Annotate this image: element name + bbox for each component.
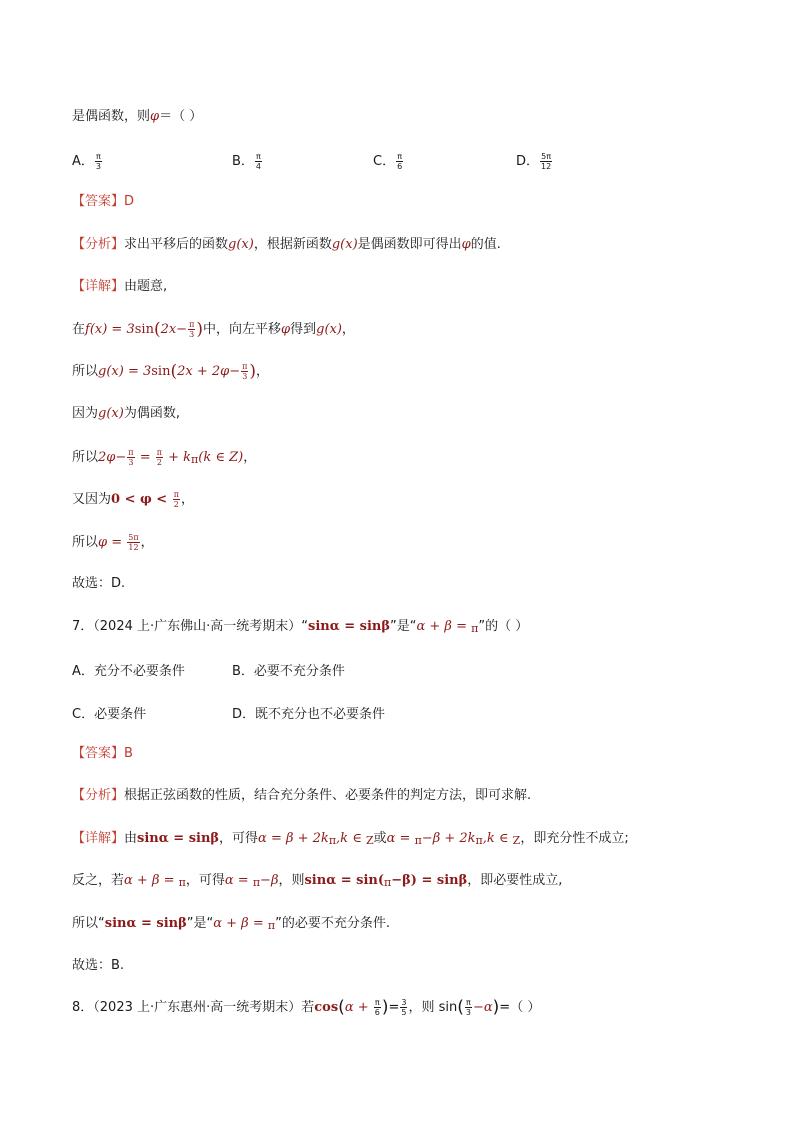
fraction: $\frac{\pi}{3}$ [128,448,134,467]
fraction: $\frac{5\pi}{12}$ [541,152,552,171]
q6-analysis: 【分析】求出平移后的函数g(x)，根据新函数g(x)是偶函数即可得出φ的值. [72,237,501,252]
q7-detail-line-1: 【详解】由sinα = sinβ，可得α = β + 2kπ,k ∈ Z或α = π−β + 2kπ,k ∈ Z，即充分性不成立; [72,831,629,847]
fraction: $\frac{\pi}{2}$ [173,490,179,509]
q7-option-d[interactable]: D．既不充分也不必要条件 [232,707,386,722]
q6-detail-line-2: 所以g(x) = 3sin(2x + 2φ− $\frac{\pi}{3}$ )， [72,361,270,382]
q7-option-c[interactable]: C．必要条件 [72,707,147,722]
q6-detail-line-4: 所以2φ− $\frac{\pi}{3}$ = $\frac{\pi}{2}$ + kπ(k ∈ Z)， [72,448,257,467]
q6-answer: 【答案】D [72,194,135,209]
fraction: $\frac{\pi}{4}$ [255,152,262,171]
fraction: $\frac{\pi}{6}$ [397,152,403,171]
fraction: $\frac{\pi}{3}$ [242,362,248,381]
fraction: $\frac{\pi}{3}$ [95,152,101,171]
q6-option-c[interactable]: C． $\frac{\pi}{6}$ [373,152,403,171]
q7-option-b[interactable]: B．必要不充分条件 [232,664,345,679]
fraction: $\frac{3}{5}$ [401,998,407,1017]
q7-option-a[interactable]: A．充分不必要条件 [72,664,185,679]
fraction: $\frac{5\pi}{12}$ [128,533,139,552]
fraction: $\frac{\pi}{3}$ [189,320,195,339]
q6-detail-line-1: 在f(x) = 3sin(2x− $\frac{\pi}{3}$ )中，向左平移φ得到g(x)， [72,319,355,340]
q6-detail-intro: 【详解】由题意, [72,279,168,294]
q7-detail-line-2: 反之，若α + β = π，可得α = π−β，则sinα = sin(π−β) = sinβ，即必要性成立, [72,873,563,889]
fraction: $\frac{\pi}{3}$ [465,998,471,1017]
q6-option-a[interactable]: A． $\frac{\pi}{3}$ [72,152,101,171]
q6-option-d[interactable]: D． $\frac{5\pi}{12}$ [516,152,552,171]
q6-detail-line-3: 因为g(x)为偶函数, [72,406,180,421]
q6-stem: 是偶函数，则φ＝（ ） [72,109,203,124]
fraction: $\frac{\pi}{2}$ [156,448,162,467]
q6-option-b[interactable]: B． $\frac{\pi}{4}$ [232,152,262,171]
q6-detail-line-6: 所以φ = $\frac{5\pi}{12}$ ， [72,533,154,552]
q6-choose: 故选：D. [72,576,126,591]
q7-analysis: 【分析】根据正弦函数的性质，结合充分条件、必要条件的判定方法，即可求解. [72,788,532,803]
fraction: $\frac{\pi}{6}$ [374,998,380,1017]
q7-answer: 【答案】B [72,746,133,761]
q7-detail-line-3: 所以“sinα = sinβ”是“α + β = π”的必要不充分条件. [72,916,390,932]
q6-detail-line-5: 又因为0 < φ < $\frac{\pi}{2}$ ， [72,490,194,509]
q7-choose: 故选：B. [72,958,125,973]
q8-stem: 8．（2023 上·广东惠州·高一统考期末）若cos(α + $\frac{\pi}{6}$ )= $\frac{3}{5}$ ，则 sin( $\frac{\pi}{3}$ −α)=（ ） [72,997,541,1018]
q7-stem: 7．（2024 上·广东佛山·高一统考期末）“sinα = sinβ”是“α + β = π”的（ ） [72,619,529,635]
